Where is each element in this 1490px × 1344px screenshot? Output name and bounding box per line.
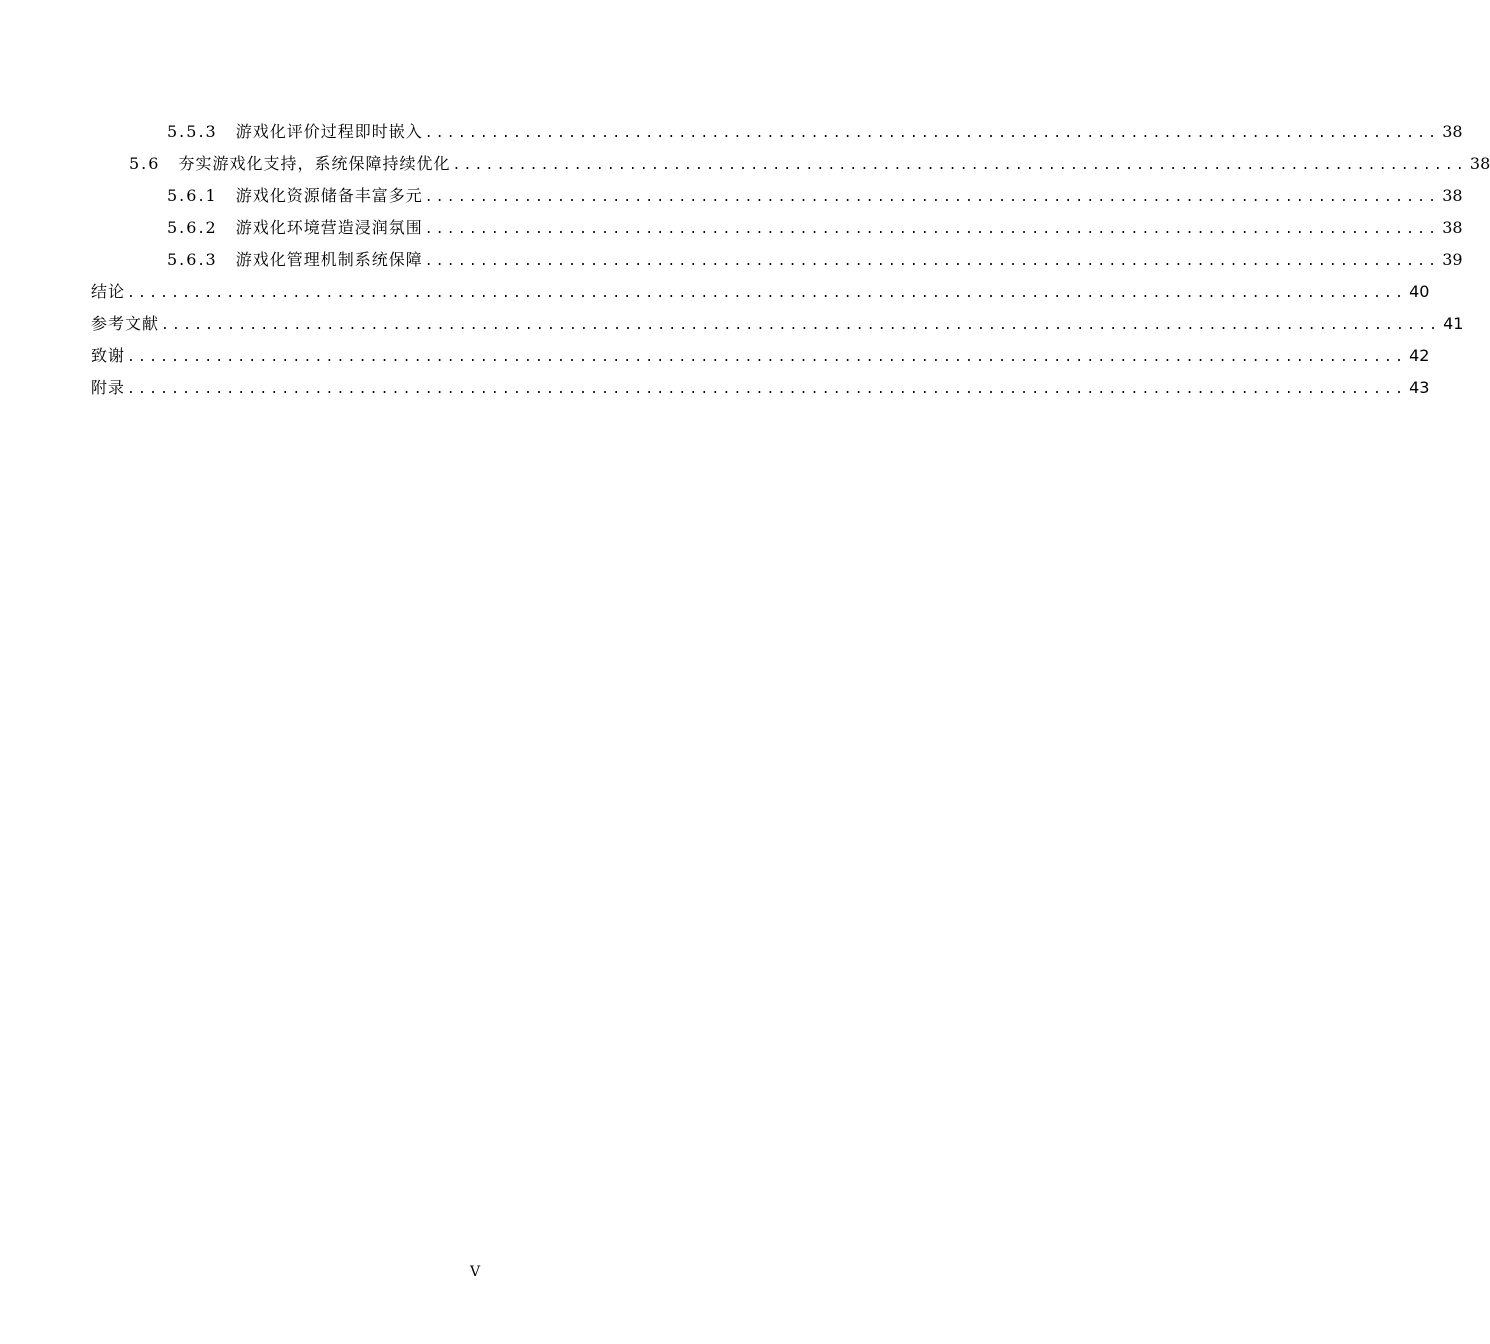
dot-leader: .................................................................................................................... [127, 286, 1407, 301]
toc-entry-page: 38 [1442, 186, 1463, 205]
page-number-footer: V [469, 1264, 481, 1280]
dot-leader: ............................................................................................ [424, 126, 1440, 141]
dot-leader: ............................................................................................ [452, 158, 1467, 173]
toc-entry-page: 38 [1469, 154, 1490, 173]
toc-entry-number: 5.6 [129, 154, 161, 173]
toc-entry-title: 致谢 [91, 346, 126, 365]
toc-entry-number: 5.6.3 [167, 250, 218, 269]
toc-entry-number: 5.6.2 [167, 218, 218, 237]
toc-entry[interactable] [91, 312, 1464, 336]
dot-leader: .................................................................................................................... [127, 382, 1407, 397]
toc-entry-title: 参考文献 [91, 314, 160, 333]
toc-entry[interactable] [91, 344, 1430, 368]
toc-entry-page: 39 [1442, 250, 1463, 269]
toc-entry-page: 41 [1443, 314, 1464, 333]
toc-entry-title: 结论 [91, 282, 126, 301]
toc-entry-number: 5.5.3 [167, 122, 218, 141]
dot-leader: ............................................................................................ [424, 190, 1440, 205]
toc-entry-title: 夯实游戏化支持，系统保障持续优化 [178, 154, 451, 173]
toc-entry-title: 附录 [91, 378, 126, 397]
toc-entry-number: 5.6.1 [167, 186, 218, 205]
dot-leader: .................................................................................................................... [127, 350, 1407, 365]
toc-entry-title: 游戏化管理机制系统保障 [235, 250, 423, 269]
toc-entry-page: 40 [1409, 282, 1430, 301]
toc-entry[interactable] [167, 120, 1463, 144]
toc-entry[interactable] [91, 376, 1430, 400]
toc-entry[interactable] [167, 216, 1463, 240]
toc-entry-title: 游戏化资源储备丰富多元 [235, 186, 423, 205]
toc-entry-title: 游戏化评价过程即时嵌入 [235, 122, 423, 141]
toc-entry[interactable] [91, 280, 1430, 304]
toc-entry[interactable] [167, 184, 1463, 208]
toc-entry-title: 游戏化环境营造浸润氛围 [235, 218, 423, 237]
toc-entry[interactable] [167, 248, 1463, 272]
toc-entry-page: 43 [1409, 378, 1430, 397]
toc-entry[interactable] [129, 152, 1490, 176]
toc-entry-page: 42 [1409, 346, 1430, 365]
toc-entry-page: 38 [1442, 218, 1463, 237]
toc-entry-page: 38 [1442, 122, 1463, 141]
dot-leader: ............................................................................................ [424, 254, 1440, 269]
dot-leader: .................................................................................................................... [161, 318, 1441, 333]
dot-leader: ............................................................................................ [424, 222, 1440, 237]
